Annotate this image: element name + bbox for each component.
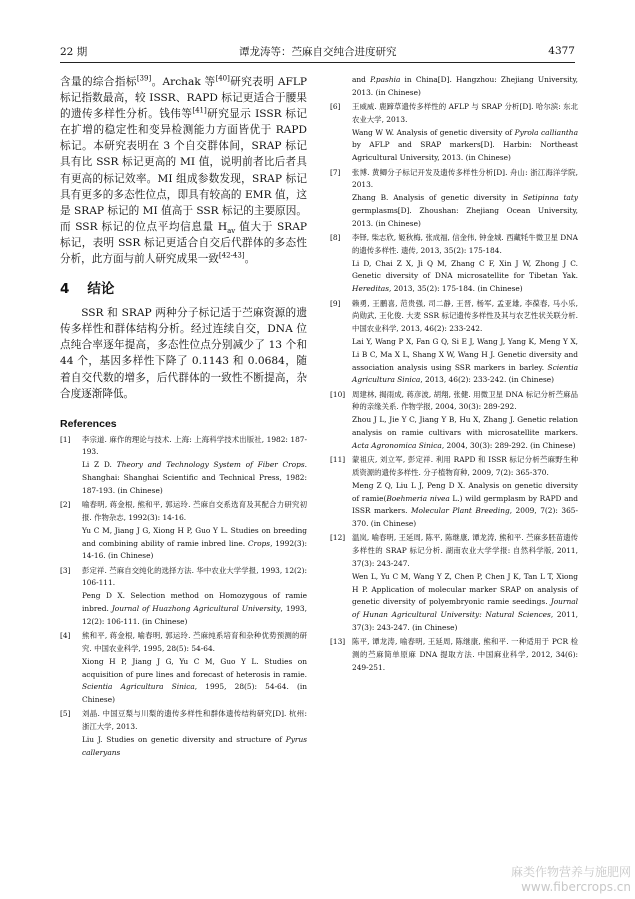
- italic-run: Scientia Agricultura Sinica: [82, 682, 195, 692]
- reference-body: [82, 630, 307, 707]
- text-run: 赖勇, 王鹏喜, 范贵强, 司二静, 王晋, 杨军, 孟亚雄, 李葆春, 马小乐, 尚勋武, 王化俊. 大麦 SSR 标记遗传多样性及其与农艺性状关联分析. 中国农业科学, 2013, 46(2): 233-242.: [352, 298, 578, 334]
- citation-superscript: [39]: [136, 74, 152, 83]
- reference-item: [330, 532, 578, 634]
- watermark-site-name: 麻类作物营养与施肥网: [510, 865, 631, 879]
- reference-body: [352, 74, 578, 100]
- reference-original: [352, 636, 578, 674]
- reference-body: [352, 298, 578, 388]
- text-run: by AFLP and SRAP markers[D]. Harbin: Northeast Agricultural University, 2013. (in Chinese): [352, 140, 578, 163]
- reference-original: [352, 532, 578, 570]
- section-number: 4: [60, 281, 70, 298]
- reference-translation: [82, 734, 307, 760]
- text-run: Zhou J L, Jie Y C, Jiang Y B, Hu X, Zhang J. Genetic relation analysis on ramie cultivars with microsatellite markers.: [352, 415, 578, 438]
- reference-body: [352, 389, 578, 453]
- reference-translation: [82, 525, 307, 563]
- italic-run: Journal of Hunan Agricultural University: Natural Sciences: [352, 597, 578, 620]
- text-run: 研究表明 AFLP 标记指数最高，较 ISSR、RAPD 标记更适合于腰果的遗传多样性分析。钱伟等: [60, 76, 308, 121]
- text-run: 喻春明, 蒋金根, 熊和平, 郭运玲. 苎麻自交系选育及其配合力研究初报. 作物杂志, 1992(3): 14-16.: [82, 500, 307, 522]
- text-run: 陈平, 谭龙涛, 喻春明, 王延周, 陈继康, 熊和平. 一种适用于 PCR 检测的苎麻简单原麻 DNA 提取方法. 中国麻业科学, 2012, 34(6): 249-251.: [352, 637, 578, 672]
- watermark: [511, 865, 631, 895]
- reference-number: [1]: [60, 434, 71, 444]
- italic-run: Journal of Huazhong Agricultural University: [111, 604, 281, 614]
- reference-body: [82, 499, 307, 563]
- header-rule: [60, 62, 575, 63]
- reference-original: [352, 167, 578, 193]
- discussion-paragraph: [60, 74, 307, 267]
- italic-run: Theory and Technology System of Fiber Crops: [116, 460, 305, 470]
- reference-translation: [82, 590, 307, 628]
- reference-number: [3]: [60, 565, 71, 575]
- conclusion-paragraph: [60, 305, 307, 402]
- text-run: , 2004, 30(3): 289-292. (in Chinese): [441, 440, 576, 450]
- text-run: Peng D X. Selection method on Homozygous of ramie inbred.: [82, 591, 307, 614]
- reference-translation: [352, 480, 578, 531]
- italic-run: Boehmeria nivea: [386, 493, 450, 503]
- reference-original: [352, 232, 578, 258]
- italic-run: Hereditas: [352, 284, 389, 294]
- discussion-text: [60, 74, 307, 267]
- reference-translation: [352, 192, 578, 230]
- reference-item: [330, 636, 578, 674]
- reference-number: [330, 74, 352, 100]
- italic-run: P.pashia: [370, 75, 401, 84]
- conclusion-text: SSR 和 SRAP 两种分子标记适于苎麻资源的遗传多样性和群体结构分析。经过连续自交，DNA 位点纯合率逐年提高，多态性位点分别减少了 13 个和 44 个，基因多样性下降了 0.1143 和 0.0684，随着自交代数的增多，后代群体的一致性不断提高，杂合度逐渐降低。: [60, 307, 307, 400]
- reference-item: [330, 101, 578, 165]
- reference-number: [5]: [60, 709, 71, 719]
- text-run: , 2013, 46(2): 233-242. (in Chinese): [420, 375, 554, 385]
- text-run: 。Archak 等: [151, 76, 216, 88]
- text-run: 王威威. 鹿蹄草遗传多样性的 AFLP 与 SRAP 分析[D]. 哈尔滨: 东北农业大学, 2013.: [352, 102, 578, 124]
- reference-body: [82, 434, 307, 498]
- reference-list-right: [330, 74, 578, 675]
- reference-body: [352, 454, 578, 531]
- text-run: 李宗道. 麻作的理论与技术. 上海: 上海科学技术出版社, 1982: 187-193.: [82, 434, 307, 457]
- text-run: germplasms[D]. Zhoushan: Zhejiang Ocean University, 2013. (in Chinese): [352, 205, 578, 228]
- reference-translation: [352, 414, 578, 452]
- text-run: 蒙祖庆, 刘立军, 彭定祥. 利用 RAPD 和 ISSR 标记分析苎麻野生种质资源的遗传多样性. 分子植物育种, 2009, 7(2): 365-370.: [352, 455, 578, 477]
- text-run: 张博. 黄鲫分子标记开发及遗传多样性分析[D]. 舟山: 浙江海洋学院, 2013.: [352, 167, 578, 190]
- text-run: Liu J. Studies on genetic diversity and structure of: [82, 735, 286, 745]
- reference-item: [330, 389, 578, 453]
- subscript: av: [227, 226, 236, 235]
- text-run: Wang W W. Analysis of genetic diversity of: [352, 127, 515, 137]
- text-run: Li D, Chai Z X, Ji Q M, Zhang C F, Xin J W, Zhong J C. Genetic diversity of DNA microsatellite for Tibetan Yak.: [352, 258, 578, 281]
- reference-original: [352, 74, 578, 100]
- reference-original: [352, 298, 578, 336]
- reference-item: [60, 499, 307, 563]
- text-run: 研究显示 ISSR 标记在扩增的稳定性和变异检测能力方面皆优于 RAPD 标记。本研究表明在 3 个自交群体间，SRAP 标记具有比 SSR 标记更高的 MI 值，说明前者比后者具有更高的标记效率。MI 组成参数发现，SRAP 标记具有更多的多态性位点，即具有较高的 EMR 值，这是 SRAP 标记的 MI 值高于 SSR 标记的主要原因。而 SSR 标记的位点平均信息量 H: [60, 108, 308, 233]
- reference-item: [330, 454, 578, 531]
- text-run: 含量的综合指标: [60, 76, 137, 88]
- right-column: [330, 74, 578, 676]
- reference-body: [352, 636, 578, 674]
- reference-item: [330, 232, 578, 296]
- text-run: Lai Y, Wang P X, Fan G Q, Si E J, Wang J, Yang K, Meng Y X, Li B C, Ma X L, Shang X W, Wang H J. Genetic diversity and association analysis using SSR markers in barley.: [352, 336, 578, 372]
- reference-item: [330, 298, 578, 388]
- citation-superscript: [42-43]: [218, 251, 245, 260]
- text-run: Xiong H P, Jiang J G, Yu C M, Guo Y L. Studies on acquisition of pure lines and forecast of heterosis in ramie.: [82, 656, 307, 679]
- reference-number: [7]: [330, 167, 341, 177]
- text-run: . Shanghai: Shanghai Scientific and Technical Press, 1982: 187-193. (in Chinese): [82, 460, 307, 495]
- issue-number: 22 期: [60, 45, 88, 58]
- reference-number: [6]: [330, 102, 341, 112]
- text-run: and: [352, 75, 371, 84]
- reference-original: [82, 630, 307, 656]
- running-header: [60, 42, 575, 60]
- reference-translation: [352, 571, 578, 635]
- section-heading: [60, 277, 307, 297]
- citation-superscript: [41]: [192, 106, 207, 115]
- text-run: Meng Z Q, Liu L J, Peng D X. Analysis on genetic diversity of ramie(: [352, 480, 578, 503]
- text-run: 熊和平, 蒋金根, 喻春明, 郭运玲. 苎麻纯系培育和杂种优势预测的研究. 中国农业科学, 1995, 28(5): 54-64.: [82, 631, 307, 653]
- reference-translation: [352, 258, 578, 296]
- section-title: 结论: [87, 281, 115, 298]
- reference-item: [60, 434, 307, 498]
- text-run: 周建林, 揭雨成, 蒋彦波, 胡翔, 张健. 用微卫星 DNA 标记分析苎麻品种的亲缘关系. 作物学报, 2004, 30(3): 289-292.: [352, 389, 578, 412]
- reference-body: [82, 708, 307, 759]
- reference-body: [352, 101, 578, 165]
- text-run: , 2009, 7(2): 365-370. (in Chinese): [352, 506, 578, 529]
- references-heading: References: [60, 417, 117, 430]
- reference-original: [82, 434, 307, 460]
- reference-translation: [352, 127, 578, 165]
- citation-superscript: [40]: [215, 74, 230, 83]
- reference-number: [12]: [330, 533, 346, 543]
- reference-original: [82, 499, 307, 525]
- watermark-url: www.fibercrops.cn: [521, 880, 631, 894]
- reference-item: [60, 708, 307, 759]
- reference-original: [82, 708, 307, 734]
- text-run: 李铎, 柴志欣, 姬秋梅, 张成福, 信金伟, 钟金城. 西藏牦牛微卫星 DNA 的遗传多样性. 遗传, 2013, 35(2): 175-184.: [352, 233, 578, 255]
- reference-translation: [352, 336, 578, 387]
- reference-body: [82, 565, 307, 629]
- text-run: Yu C M, Jiang J G, Xiong H P, Guo Y L. Studies on breeding and combining ability of ramie inbred line.: [82, 525, 307, 548]
- text-run: , 2011, 37(3): 243-247. (in Chinese): [352, 610, 578, 632]
- text-run: 值大于 SRAP 标记，表明 SSR 标记更适合自交后代群体的多态性分析，此方面与前人研究成果一致: [60, 220, 307, 266]
- reference-number: [9]: [330, 298, 341, 308]
- text-run: 刘晶. 中国豆梨与川梨的遗传多样性和群体遗传结构研究[D]. 杭州: 浙江大学, 2013.: [82, 709, 307, 732]
- reference-number: [4]: [60, 631, 71, 641]
- reference-number: [11]: [330, 455, 346, 465]
- italic-run: Pyrus calleryans: [82, 735, 307, 757]
- reference-original: [352, 101, 578, 127]
- reference-number: [2]: [60, 500, 71, 510]
- reference-original: [352, 454, 578, 480]
- text-run: Li Z D.: [82, 460, 117, 470]
- text-run: Wen L, Yu C M, Wang Y Z, Chen P, Chen J K, Tan L T, Xiong H P. Application of molecular marker SRAP on analysis of genetic diversity of polyembryonic ramie seedings.: [352, 571, 578, 607]
- text-run: L.) wild germplasm by RAPD and ISSR markers.: [352, 493, 578, 516]
- reference-body: [352, 532, 578, 634]
- text-run: 温岚, 喻春明, 王延周, 陈平, 陈继康, 谭龙涛, 熊和平. 苎麻多胚苗遗传多样性的 SRAP 标记分析. 湖南农业大学学报: 自然科学版, 2011, 37(3): 243-247.: [352, 533, 578, 568]
- reference-number: [10]: [330, 389, 346, 399]
- italic-run: Acta Agronomica Sinica: [352, 440, 442, 450]
- text-run: 。: [244, 253, 256, 266]
- text-run: Zhang B. Analysis of genetic diversity in: [352, 193, 523, 203]
- reference-list-left: [60, 434, 307, 760]
- reference-item: [330, 167, 578, 231]
- reference-item: [330, 74, 578, 100]
- text-run: 彭定祥. 苎麻自交纯化的选择方法. 华中农业大学学报, 1993, 12(2): 106-111.: [82, 565, 307, 588]
- text-run: , 1993, 12(2): 106-111. (in Chinese): [82, 604, 307, 626]
- text-run: in China[D]. Hangzhou: Zhejiang University, 2013. (in Chinese): [352, 75, 578, 97]
- text-run: , 1992(3): 14-16. (in Chinese): [82, 538, 307, 561]
- reference-number: [8]: [330, 233, 341, 243]
- italic-run: Setipinna taty: [522, 193, 578, 203]
- italic-run: Molecular Plant Breeding: [410, 506, 510, 516]
- reference-number: [13]: [330, 637, 346, 647]
- left-column: [60, 74, 307, 761]
- reference-body: [352, 167, 578, 231]
- reference-body: [352, 232, 578, 296]
- italic-run: Scientia Agricultura Sinica: [352, 362, 578, 385]
- reference-translation: [82, 656, 307, 707]
- reference-translation: [82, 459, 307, 497]
- reference-original: [352, 389, 578, 415]
- italic-run: Pyrola calliantha: [514, 127, 578, 137]
- reference-item: [60, 630, 307, 707]
- text-run: , 2013, 35(2): 175-184. (in Chinese): [389, 284, 523, 294]
- italic-run: Crops: [247, 538, 271, 548]
- running-title: 谭龙涛等：苎麻自交纯合进度研究: [238, 45, 397, 58]
- reference-item: [60, 565, 307, 629]
- text-run: , 1995, 28(5): 54-64. (in Chinese): [82, 682, 307, 705]
- page-number: 4377: [548, 45, 575, 57]
- reference-original: [82, 565, 307, 591]
